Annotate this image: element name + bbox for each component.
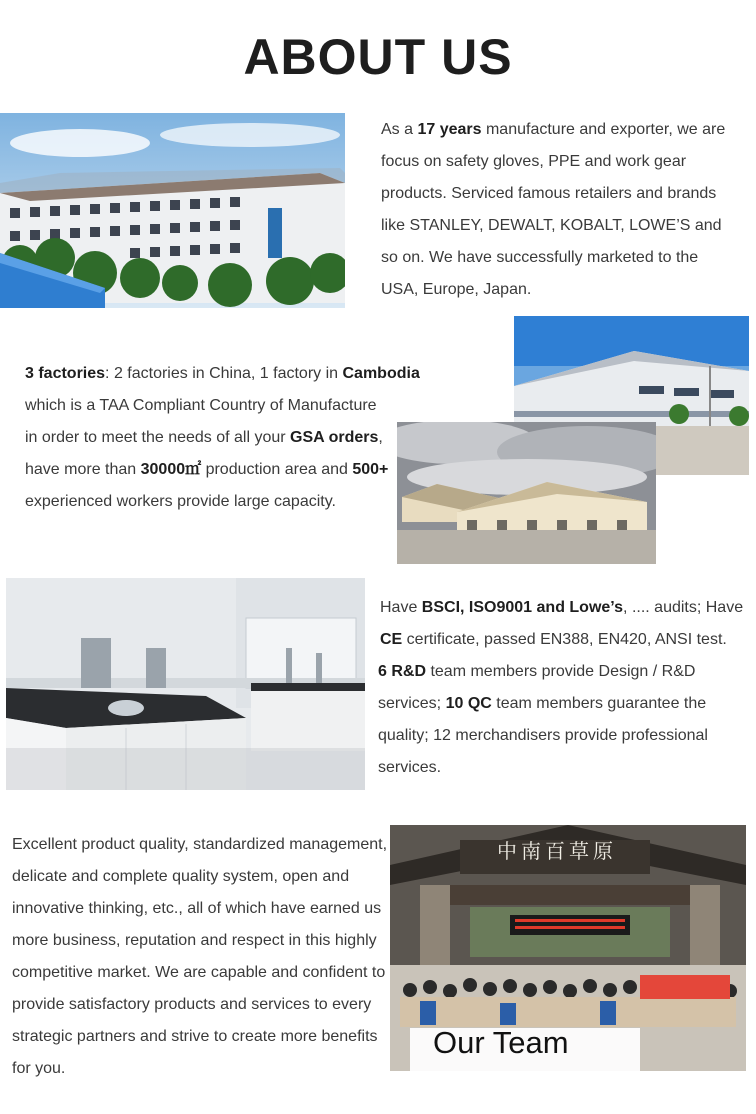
text-run: services; [378, 695, 446, 712]
text-run: production area and [201, 461, 353, 478]
text-highlight: 6 R&D [378, 663, 427, 680]
text-highlight: 10 QC [445, 695, 492, 712]
text-run: Have [380, 599, 422, 616]
factories-paragraph [25, 358, 425, 518]
text-line [25, 454, 425, 486]
quality-paragraph [12, 829, 392, 1085]
text-highlight: GSA orders [290, 429, 379, 446]
text-run: : 2 factories in China, 1 factory in [105, 365, 343, 382]
text-line [25, 358, 425, 390]
text-line: Excellent product quality, standardized management, [12, 836, 388, 853]
text-line [381, 114, 753, 146]
page-title: ABOUT US [243, 29, 513, 85]
factory-cambodia-photo [397, 422, 656, 564]
text-run: , .... audits; Have [623, 599, 744, 616]
text-line [378, 624, 756, 656]
text-run: As a [381, 121, 418, 138]
text-run: focus on safety gloves, PPE and work gear [381, 153, 687, 170]
text-line [378, 752, 756, 784]
text-line: innovative thinking, etc., all of which have earned us [12, 900, 382, 917]
gate-sign-text: 中南百草原 [497, 839, 617, 863]
text-run: team members provide Design / R&D [426, 663, 696, 680]
text-line [378, 656, 756, 688]
text-line [381, 146, 753, 178]
text-highlight: Cambodia [342, 365, 420, 382]
text-run: team members guarantee the [491, 695, 707, 712]
text-line: for you. [12, 1060, 66, 1077]
text-run: certificate, passed EN388, EN420, ANSI test. [402, 631, 727, 648]
text-highlight: 17 years [417, 121, 482, 138]
certification-paragraph [378, 592, 756, 784]
text-line [378, 688, 756, 720]
text-run: so on. We have successfully marketed to the [381, 249, 699, 266]
text-line [381, 210, 753, 242]
text-line [381, 274, 753, 306]
text-line: more business, reputation and respect in this highly [12, 932, 377, 949]
text-line [378, 720, 756, 752]
text-run: USA, Europe, Japan. [381, 281, 532, 298]
laboratory-photo [6, 578, 365, 790]
text-line: competitive market. We are capable and confident to [12, 964, 386, 981]
text-line [25, 390, 425, 422]
text-highlight: 3 factories [25, 365, 106, 382]
text-line [381, 242, 753, 274]
office-building-photo [0, 113, 345, 308]
text-line [378, 592, 756, 624]
text-line [381, 178, 753, 210]
text-line: provide satisfactory products and services to every [12, 996, 372, 1013]
text-highlight: 500+ [352, 461, 389, 478]
text-highlight: BSCI, ISO9001 and Lowe’s [421, 599, 624, 616]
text-run: services. [378, 759, 442, 776]
text-highlight: CE [380, 631, 403, 648]
text-highlight: 30000㎡ [140, 461, 202, 478]
text-run: products. Serviced famous retailers and brands [381, 185, 717, 202]
text-run: quality; 12 merchandisers provide professional [378, 727, 708, 744]
text-line [25, 422, 425, 454]
team-photo-caption: Our Team [433, 1025, 569, 1060]
text-run: , [378, 429, 383, 446]
text-line: strategic partners and strive to create more benefits [12, 1028, 378, 1045]
text-run: in order to meet the needs of all your [25, 429, 291, 446]
text-run: experienced workers provide large capacity. [25, 493, 336, 510]
text-line: delicate and complete quality system, open and [12, 868, 350, 885]
text-line [25, 486, 425, 518]
text-run: have more than [25, 461, 141, 478]
text-run: which is a TAA Compliant Country of Manufacture [25, 397, 377, 414]
text-run: like STANLEY, DEWALT, KOBALT, LOWE’S and [381, 217, 722, 234]
about-intro-paragraph [381, 114, 753, 306]
text-run: manufacture and exporter, we are [481, 121, 726, 138]
